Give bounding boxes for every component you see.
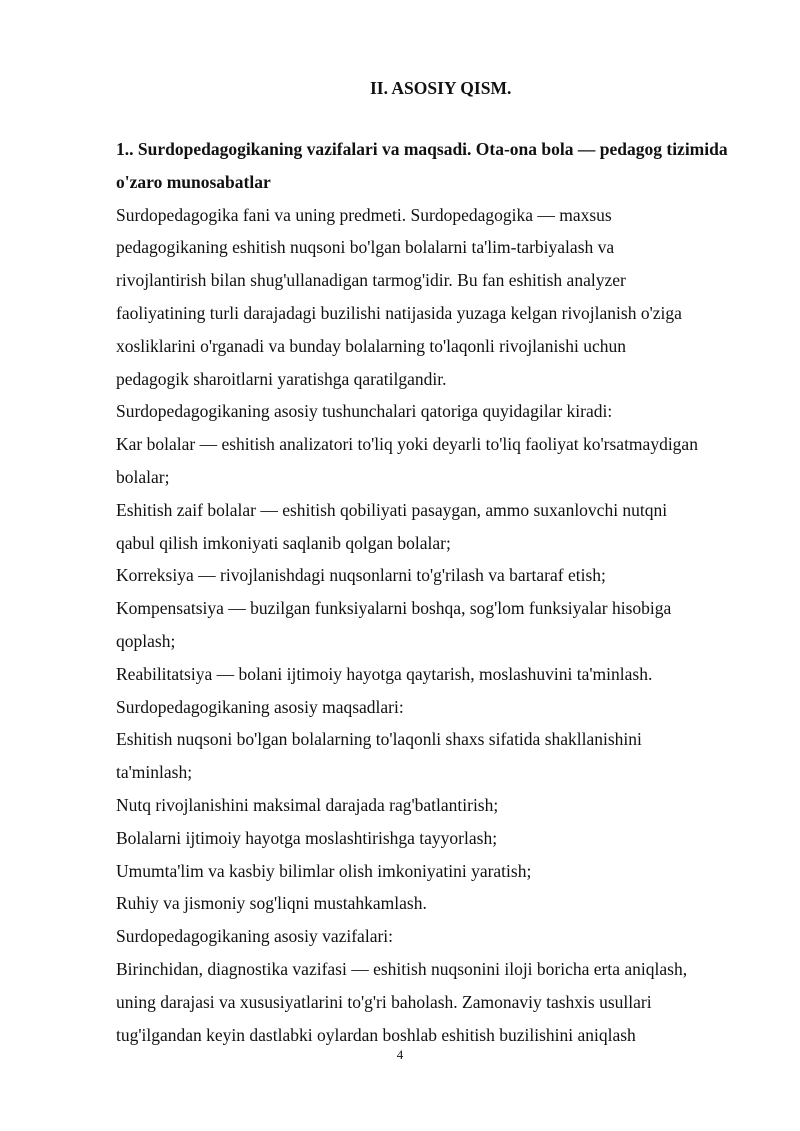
body-line: rivojlantirish bilan shug'ullanadigan tarmog'idir. Bu fan eshitish analyzer xyxy=(116,270,626,291)
body-line: Kompensatsiya — buzilgan funksiyalarni boshqa, sog'lom funksiyalar hisobiga xyxy=(116,598,672,619)
body-line: Surdopedagogikaning asosiy vazifalari: xyxy=(116,926,394,947)
body-line: Surdopedagogikaning asosiy tushunchalari qatoriga quyidagilar kiradi: xyxy=(116,401,613,422)
body-line: pedagogikaning eshitish nuqsoni bo'lgan bolalarni ta'lim-tarbiyalash va xyxy=(116,237,615,258)
body-line: pedagogik sharoitlarni yaratishga qaratilgandir. xyxy=(116,368,447,389)
body-line: Surdopedagogikaning asosiy maqsadlari: xyxy=(116,696,404,717)
body-line: Bolalarni ijtimoiy hayotga moslashtirishga tayyorlash; xyxy=(116,827,498,848)
body-line: ta'minlash; xyxy=(116,762,193,783)
body-line: xosliklarini o'rganadi va bunday bolalarning to'laqonli rivojlanishi uchun xyxy=(116,335,626,356)
body-line: Umumta'lim va kasbiy bilimlar olish imkoniyatini yaratish; xyxy=(116,860,532,881)
body-line: Reabilitatsiya — bolani ijtimoiy hayotga qaytarish, moslashuvini ta'minlash. xyxy=(116,663,653,684)
body-line: uning darajasi va xususiyatlarini to'g'ri baholash. Zamonaviy tashxis usullari xyxy=(116,991,652,1012)
body-line: qabul qilish imkoniyati saqlanib qolgan bolalar; xyxy=(116,532,451,553)
body-line: Birinchidan, diagnostika vazifasi — eshitish nuqsonini iloji boricha erta aniqlash, xyxy=(116,958,688,979)
body-line: Surdopedagogika fani va uning predmeti. Surdopedagogika — maxsus xyxy=(116,204,612,225)
body-line: bolalar; xyxy=(116,466,170,487)
body-line: Korreksiya — rivojlanishdagi nuqsonlarni to'g'rilash va bartaraf etish; xyxy=(116,565,606,586)
subsection-heading: 1.. Surdopedagogikaning vazifalari va maqsadi. Ota-ona bola — pedagog tizimida o'zaro munosabatlar xyxy=(116,139,728,192)
body-line: Eshitish zaif bolalar — eshitish qobiliyati pasaygan, ammo suxanlovchi nutqni xyxy=(116,499,668,520)
body-line: Ruhiy va jismoniy sog'liqni mustahkamlash. xyxy=(116,893,427,914)
body-line: tug'ilgandan keyin dastlabki oylardan boshlab eshitish buzilishini aniqlash xyxy=(116,1024,636,1045)
body-line: Nutq rivojlanishini maksimal darajada rag'batlantirish; xyxy=(116,794,499,815)
section-title: II. ASOSIY QISM. xyxy=(370,78,512,98)
document-body xyxy=(116,133,746,1051)
body-line: Eshitish nuqsoni bo'lgan bolalarning to'laqonli shaxs sifatida shakllanishini xyxy=(116,729,642,750)
body-line: faoliyatining turli darajadagi buzilishi natijasida yuzaga kelgan rivojlanish o'ziga xyxy=(116,302,682,323)
body-line: Kar bolalar — eshitish analizatori to'liq yoki deyarli to'liq faoliyat ko'rsatmaydigan xyxy=(116,434,698,455)
page-number: 4 xyxy=(396,1047,404,1062)
body-line: qoplash; xyxy=(116,630,176,651)
